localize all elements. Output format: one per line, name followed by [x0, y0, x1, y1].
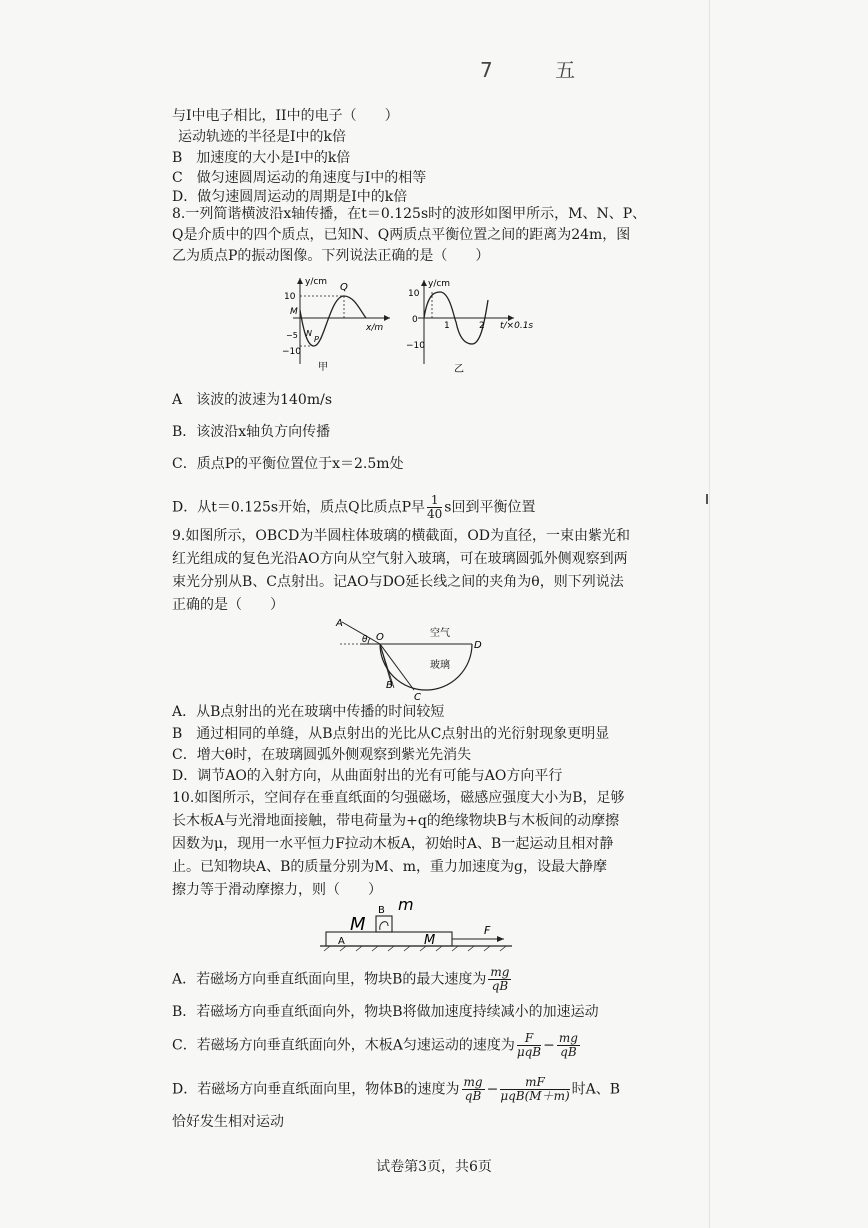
jia-xlabel: x/m [366, 323, 384, 333]
diagram-label-b: B [386, 680, 393, 691]
yi-t1: 1 [444, 321, 450, 331]
yi-ytop: 10 [408, 289, 420, 299]
q10-option-d-fraction-2 [500, 1076, 569, 1103]
q10-option-a-text: A．若磁场方向垂直纸面向里，物块B的最大速度为 [172, 971, 487, 988]
diagram-label-c: C [414, 692, 421, 702]
frac-num: mg [490, 965, 510, 979]
q9-line3: 束光分别从B、C点射出。记AO与DO延长线之间的夹角为θ，则下列说法 [172, 574, 624, 590]
q9-line1: 9.如图所示，OBCD为半圆柱体玻璃的横截面，OD为直径，一束由紫光和 [172, 528, 631, 544]
diagram-label-o: O [376, 632, 384, 643]
q10-option-d [172, 1076, 620, 1103]
q10-line3: 因数为μ，现用一水平恒力F拉动木板A，初始时A、B一起运动且相对静 [172, 836, 614, 852]
q8-option-d-fraction [427, 494, 442, 521]
q10-option-a-fraction [488, 966, 511, 993]
q9-option-b: B 通过相同的单缝，从B点射出的光比从C点射出的光衍射现象更明显 [172, 726, 610, 742]
frac-num: mg [463, 1075, 483, 1089]
q7-option-b: B 加速度的大小是I中的k倍 [172, 150, 351, 166]
scan-edge [709, 0, 710, 1228]
q7-stem: 与I中电子相比，II中的电子（ ） [172, 108, 399, 124]
jia-point-p: P [314, 335, 319, 344]
handwritten-mass-m: m [398, 896, 414, 914]
page-footer: 试卷第3页，共6页 [376, 1159, 492, 1175]
q10-option-d-text: D．若磁场方向垂直纸面向里，物体B的速度为 [172, 1081, 460, 1098]
yi-caption: 乙 [454, 364, 464, 374]
q10-line2: 长木板A与光滑地面接触，带电荷量为+q的绝缘物块B与木板间的动摩擦 [172, 813, 620, 829]
frac-den: qB [491, 979, 509, 994]
q8-option-b: B．该波沿x轴负方向传播 [172, 424, 331, 440]
wave-graph-jia [278, 274, 398, 374]
q10-option-d-fraction-1 [462, 1076, 485, 1103]
frac-den: μqB(M＋m) [500, 1089, 570, 1104]
jia-point-m: M [290, 307, 298, 317]
q10-option-c-fraction-1 [517, 1032, 541, 1059]
q10-option-c-text: C．若磁场方向垂直纸面向外，木板A匀速运动的速度为 [172, 1037, 515, 1054]
yi-ymid: 0 [412, 315, 418, 325]
q10-option-c [172, 1032, 582, 1059]
minus-sign: − [543, 1037, 555, 1054]
minus-sign: − [486, 1081, 499, 1098]
q10-line1: 10.如图所示，空间存在垂直纸面的匀强磁场，磁感应强度大小为B，足够 [172, 790, 625, 806]
q8-option-d-tail: s回到平衡位置 [444, 499, 536, 516]
q9-option-c: C．增大θ时，在玻璃圆弧外侧观察到紫光先消失 [172, 747, 472, 763]
jia-point-n: N [306, 329, 312, 338]
q10-option-a [172, 966, 513, 993]
diagram-label-theta: θ [362, 635, 368, 645]
diagram-label-a: A [336, 618, 343, 629]
q8-line1: 8.一列简谐横波沿x轴传播，在t＝0.125s时的波形如图甲所示，M、N、P、 [172, 206, 647, 222]
q7-option-a: 运动轨迹的半径是I中的k倍 [178, 129, 347, 145]
handwritten-mass-M-board: M [424, 933, 436, 948]
q10-option-c-fraction-2 [557, 1032, 580, 1059]
q10-option-b: B．若磁场方向垂直纸面向外，物块B将做加速度持续减小的加速运动 [172, 1004, 599, 1020]
frac-den: qB [464, 1089, 482, 1104]
q9-line4: 正确的是（ ） [172, 597, 284, 613]
handwritten-mass-M: M [350, 914, 366, 935]
glass-semicircle-diagram [330, 616, 490, 702]
force-label-f: F [484, 924, 491, 937]
q10-option-d-line2: 恰好发生相对运动 [172, 1114, 284, 1130]
q8-option-d-text: D．从t＝0.125s开始，质点Q比质点P早 [172, 499, 426, 516]
frac-num: 1 [427, 494, 442, 508]
q10-option-d-tail: 时A、B [571, 1081, 621, 1098]
diagram-label-d: D [474, 640, 482, 651]
q9-option-a: A．从B点射出的光在玻璃中传播的时间较短 [172, 704, 445, 720]
yi-t2: 2 [479, 321, 485, 331]
q8-option-d [172, 494, 535, 521]
yi-xlabel: t/×0.1s [500, 321, 534, 331]
diagram-label-air: 空气 [430, 628, 450, 639]
diagram-label-glass: 玻璃 [430, 660, 450, 671]
frac-num: mg [558, 1031, 578, 1045]
q8-line2: Q是介质中的四个质点，已知N、Q两质点平衡位置之间的距离为24m，图 [172, 227, 631, 243]
q9-line2: 红光组成的复色光沿AO方向从空气射入玻璃，可在玻璃圆弧外侧观察到两 [172, 551, 628, 567]
board-block-diagram [316, 896, 516, 952]
q10-line5: 擦力等于滑动摩擦力，则（ ） [172, 882, 382, 898]
jia-point-q: Q [340, 282, 348, 293]
frac-den: μqB [516, 1045, 542, 1060]
q10-line4: 止。已知物块A、B的质量分别为M、m，重力加速度为g，设最大静摩 [172, 859, 607, 875]
frac-den: 40 [427, 507, 443, 522]
q8-option-c: C．质点P的平衡位置位于x＝2.5m处 [172, 456, 404, 472]
margin-mark [706, 494, 708, 504]
jia-ybot: −10 [282, 347, 301, 357]
q9-option-d: D．调节AO的入射方向，从曲面射出的光有可能与AO方向平行 [172, 768, 563, 784]
yi-ybot: −10 [406, 341, 425, 351]
vibration-graph-yi [404, 276, 554, 374]
handwritten-header-mark: 7 五 [480, 58, 604, 82]
frac-den: qB [560, 1045, 577, 1060]
q8-option-a: A 该波的波速为140m/s [172, 392, 333, 408]
q7-option-d: D．做匀速圆周运动的周期是I中的k倍 [172, 189, 408, 205]
jia-ymid: −5 [286, 331, 298, 340]
q7-option-c: C 做匀速圆周运动的角速度与I中的相等 [172, 170, 427, 186]
yi-ylabel: y/cm [428, 279, 451, 289]
board-label-a: A [338, 936, 345, 947]
q8-line3: 乙为质点P的振动图像。下列说法正确的是（ ） [172, 248, 490, 264]
jia-ytop: 10 [284, 292, 296, 302]
jia-ylabel: y/cm [305, 277, 328, 287]
jia-caption: 甲 [318, 362, 328, 373]
frac-num: F [517, 1032, 541, 1046]
block-label-b: B [378, 905, 385, 916]
frac-num: mF [500, 1076, 569, 1090]
